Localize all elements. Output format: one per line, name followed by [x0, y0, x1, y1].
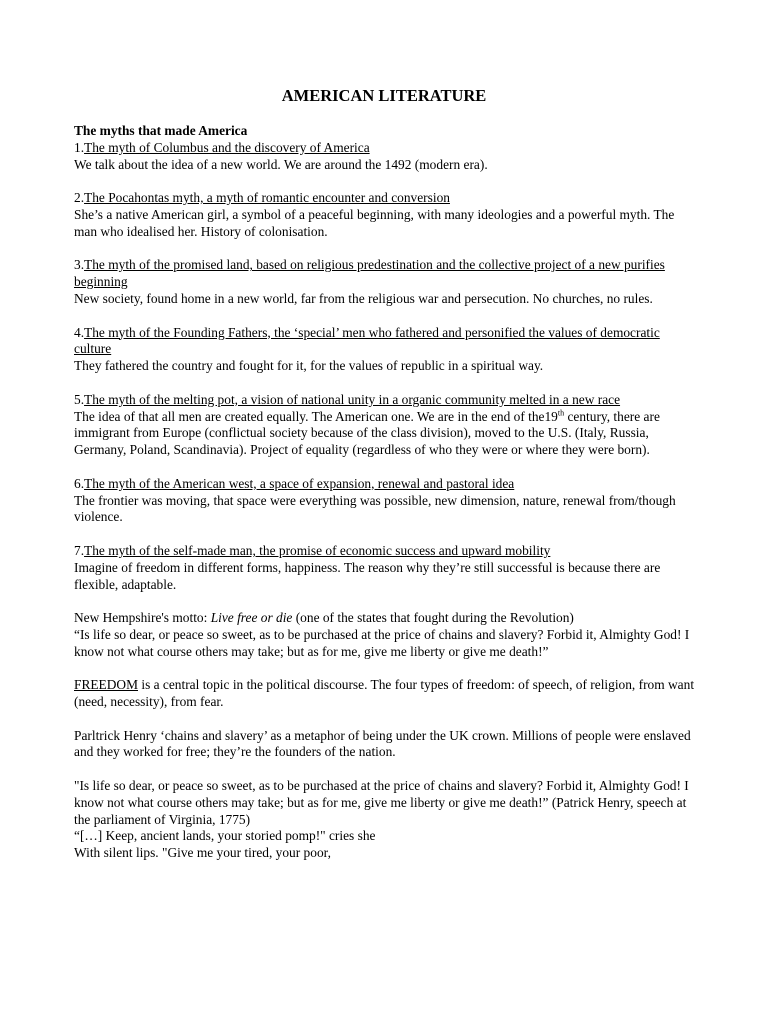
superscript: th: [557, 408, 565, 418]
myth-heading: [74, 257, 698, 291]
freedom-paragraph: [74, 677, 698, 711]
page-title: AMERICAN LITERATURE: [281, 86, 487, 105]
myth-number: 5.: [74, 391, 85, 407]
myth-heading: [74, 325, 698, 359]
poem-line: With silent lips. "Give me your tired, your poor,: [74, 845, 331, 861]
motto-quote: “Is life so dear, or peace so sweet, as to be purchased at the price of chains and slavery? Forbid it, Almighty God! I know not what course others may take; but as for me, give me liberty or give me death!”: [74, 626, 690, 659]
freedom-text: is a central topic in the political discourse. The four types of freedom: of speech, of religion, from want (need, necessity), from fear.: [74, 677, 695, 710]
myth-text: [74, 409, 698, 459]
document-body: [74, 123, 698, 862]
myth-title: The myth of the Founding Fathers, the ‘special’ men who fathered and personified the values of democratic culture: [74, 324, 660, 357]
myth-text: We talk about the idea of a new world. We are around the 1492 (modern era).: [74, 156, 488, 172]
final-quote: "Is life so dear, or peace so sweet, as to be purchased at the price of chains and slavery? Forbid it, Almighty God! I know not what course others may take; but as for me, give me liberty or give me death!” (Patrick Henry, speech at the parliament of Virginia, 1775): [74, 778, 689, 827]
motto-suffix: (one of the states that fought during the Revolution): [292, 610, 574, 626]
myth-text: New society, found home in a new world, far from the religious war and persecution. No churches, no rules.: [74, 290, 653, 306]
myth-text-part: The idea of that all men are created equally. The American one. We are in the end of the19: [74, 408, 558, 424]
myth-text-part: century, there are immigrant from Europe (conflictual society because of the class division), moved to the U.S. (Italy, Russia, Germany, Poland, Scandinavia). Project of equality (regardless of who they were or where they were born).: [74, 408, 660, 458]
myth-heading: [74, 476, 698, 493]
myth-heading: [74, 190, 698, 207]
myth-title: The Pocahontas myth, a myth of romantic encounter and conversion: [84, 190, 450, 206]
myth-title: The myth of the American west, a space of expansion, renewal and pastoral idea: [84, 475, 515, 491]
myth-number: 6.: [74, 475, 85, 491]
myth-text: They fathered the country and fought for it, for the values of republic in a spiritual way.: [74, 358, 544, 374]
henry-paragraph: Parltrick Henry ‘chains and slavery’ as a metaphor of being under the UK crown. Millions of people were enslaved and they worked for free; they’re the founders of the nation.: [74, 727, 691, 760]
myth-number: 7.: [74, 542, 85, 558]
myth-text: The frontier was moving, that space were everything was possible, new dimension, nature, renewal from/though violence.: [74, 492, 676, 525]
freedom-word: FREEDOM: [74, 677, 138, 693]
myth-number: 2.: [74, 190, 85, 206]
myth-title: The myth of the promised land, based on religious predestination and the collective project of a new purifies beginning: [74, 257, 665, 290]
myth-text: She’s a native American girl, a symbol of a peaceful beginning, with many ideologies and a powerful myth. The man who idealised her. History of colonisation.: [74, 206, 675, 239]
motto-prefix: New Hempshire's motto:: [74, 610, 211, 626]
motto-italic: Live free or die: [210, 610, 293, 626]
myth-title: The myth of Columbus and the discovery of America: [84, 139, 370, 155]
myth-title: The myth of the melting pot, a vision of national unity in a organic community melted in a new race: [84, 391, 621, 407]
myth-heading: [74, 392, 698, 409]
myth-number: 4.: [74, 324, 85, 340]
myth-number: 3.: [74, 257, 85, 273]
poem-line: “[…] Keep, ancient lands, your storied pomp!" cries she: [74, 828, 376, 844]
myth-heading: [74, 543, 698, 560]
myth-number: 1.: [74, 139, 85, 155]
myth-title: The myth of the self-made man, the promise of economic success and upward mobility: [84, 542, 551, 558]
myth-heading: [74, 140, 698, 157]
myth-text: Imagine of freedom in different forms, happiness. The reason why they’re still successful is because there are flexible, adaptable.: [74, 559, 661, 592]
section-heading: The myths that made America: [74, 123, 248, 138]
motto-line: [74, 610, 698, 627]
